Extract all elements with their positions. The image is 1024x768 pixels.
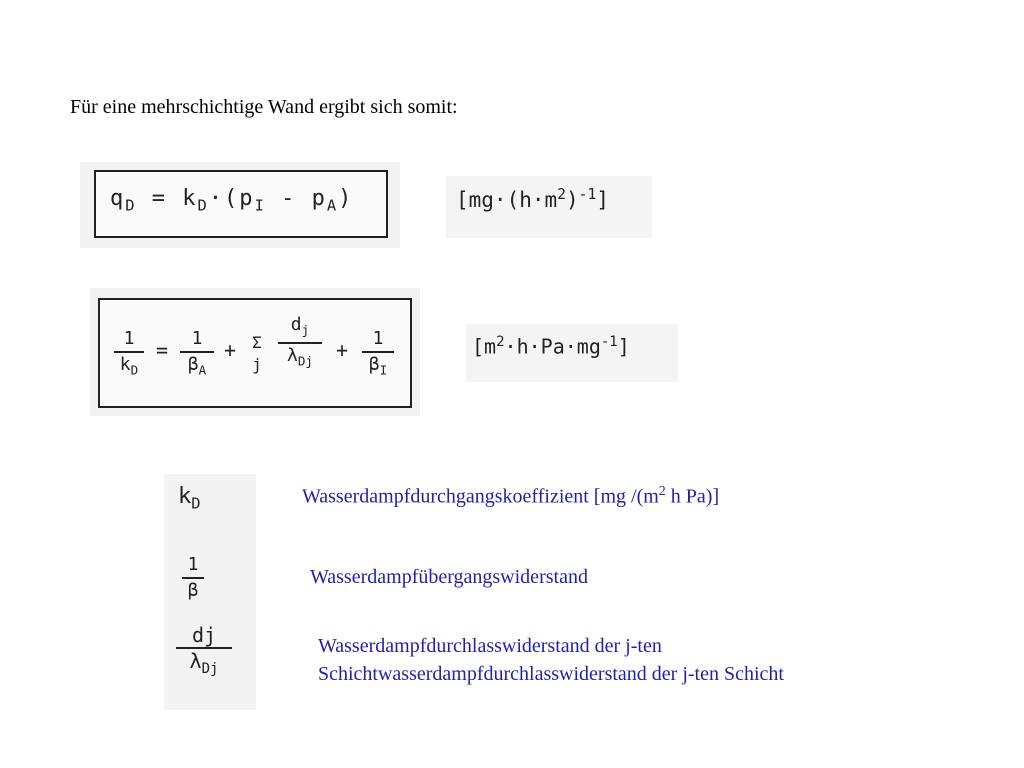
legend-beta-num: 1 xyxy=(187,554,199,575)
legend-symbols-image xyxy=(164,474,256,710)
eq2-sigma-sub: j xyxy=(252,355,262,374)
legend-dj-symbol xyxy=(176,624,232,680)
eq2-f2-den-wrap xyxy=(180,354,214,381)
eq2-f3-den-sub: D xyxy=(297,353,306,369)
unit1-exp: 2 xyxy=(557,186,566,203)
eq1-minus: - p xyxy=(265,186,327,211)
eq2-fraction-2 xyxy=(180,328,214,381)
unit-1-formula xyxy=(456,186,609,212)
eq2-f3-num: d xyxy=(290,314,302,335)
definition-kd xyxy=(302,478,719,511)
eq2-f3-num-sub: j xyxy=(301,322,310,338)
unit2-mid: ·h·Pa·mg xyxy=(504,334,601,359)
legend-dj-bar xyxy=(176,647,232,649)
eq2-fraction-3 xyxy=(278,314,322,373)
equation-1-formula: $q_D = k_D\cdot(p_I - p_A)$ xyxy=(110,186,354,215)
eq2-f1-bar xyxy=(114,351,144,353)
legend-kd: k xyxy=(178,484,192,509)
legend-dj-num: d xyxy=(191,623,204,647)
eq2-fraction-1 xyxy=(114,328,144,381)
equation-1-image xyxy=(80,162,400,248)
unit1-open: [mg·(h·m xyxy=(456,188,558,213)
unit-2-formula xyxy=(472,334,630,359)
legend-beta-den: β xyxy=(187,580,199,601)
legend-dj-num-sub: j xyxy=(204,623,217,647)
unit2-end: ] xyxy=(617,334,630,359)
eq2-f2-den: β xyxy=(187,354,199,375)
eq2-sum xyxy=(248,332,266,376)
equation-1-frame xyxy=(94,170,388,238)
legend-kd-sub: D xyxy=(191,494,201,513)
unit1-close: ) xyxy=(566,188,579,213)
eq2-f3-bar xyxy=(278,342,322,344)
eq2-f2-bar xyxy=(180,351,214,353)
eq2-f1-den-sub: D xyxy=(130,362,139,378)
legend-beta-symbol xyxy=(182,554,204,602)
unit2-exp2: -1 xyxy=(600,334,618,350)
equation-2-image xyxy=(90,288,420,416)
eq2-f2-den-sub: A xyxy=(198,362,207,378)
legend-beta-bar xyxy=(182,577,204,579)
legend-dj-den: λ xyxy=(189,649,202,673)
definition-kd-text: Wasserdampfdurchgangskoeffizient [mg /(m xyxy=(302,485,659,508)
equation-2-frame xyxy=(98,298,412,408)
unit1-end: ] xyxy=(596,188,609,213)
eq2-f4-den-sub: I xyxy=(379,362,388,378)
definition-dj-line-2: Schichtwasserdampfdurchlasswiderstand der j-ten Schicht xyxy=(318,663,784,685)
eq2-f1-den-wrap xyxy=(114,354,144,381)
eq1-dot: ·(p xyxy=(208,186,255,211)
eq1-p2-sub: A xyxy=(326,196,339,215)
eq1-close: ) xyxy=(338,186,354,211)
definition-beta: Wasserdampfübergangswiderstand xyxy=(310,566,588,588)
definition-dj-line-1: Wasserdampfdurchlasswiderstand der j-ten xyxy=(318,635,662,657)
eq2-f3-den-subsub: j xyxy=(305,353,314,369)
eq1-p1-sub: I xyxy=(254,196,266,215)
definition-kd-exp: 2 xyxy=(658,484,666,499)
eq1-lhs-sub: D xyxy=(125,196,137,215)
eq1-k-sub: D xyxy=(197,196,209,215)
legend-dj-num-wrap xyxy=(176,624,232,646)
eq2-f1-den: k xyxy=(119,354,131,375)
eq2-f1-num: 1 xyxy=(123,328,135,349)
definition-kd-text-end: h Pa)] xyxy=(665,485,720,508)
unit1-outer-exp: -1 xyxy=(578,186,597,203)
eq2-sigma: Σ xyxy=(252,333,262,352)
unit-1-image xyxy=(446,176,652,238)
eq1-lhs: q xyxy=(110,186,126,211)
eq2-f4-bar xyxy=(362,351,394,353)
unit-2-image xyxy=(466,324,678,382)
legend-kd-symbol xyxy=(178,484,201,512)
eq2-plus-1: + xyxy=(224,338,237,362)
unit2-open: [m xyxy=(472,334,497,359)
legend-dj-den-sub: D xyxy=(201,660,211,677)
eq2-plus-2: + xyxy=(336,338,349,362)
eq2-f3-den: λ xyxy=(286,345,298,367)
eq2-f4-num: 1 xyxy=(372,328,384,349)
intro-text: Für eine mehrschichtige Wand ergibt sich somit: xyxy=(70,96,458,118)
eq2-equals: = xyxy=(156,338,169,362)
eq2-f2-num: 1 xyxy=(191,328,203,349)
legend-dj-den-subsub: j xyxy=(210,660,219,677)
unit2-exp1: 2 xyxy=(496,334,505,350)
eq2-f4-den: β xyxy=(368,354,380,375)
eq1-k: k xyxy=(182,186,198,211)
eq2-f4-den-wrap xyxy=(362,354,394,381)
eq2-f3-den-wrap xyxy=(278,345,322,372)
eq2-fraction-4 xyxy=(362,328,394,381)
eq2-f3-num-wrap xyxy=(278,314,322,341)
legend-dj-den-wrap xyxy=(176,650,232,680)
